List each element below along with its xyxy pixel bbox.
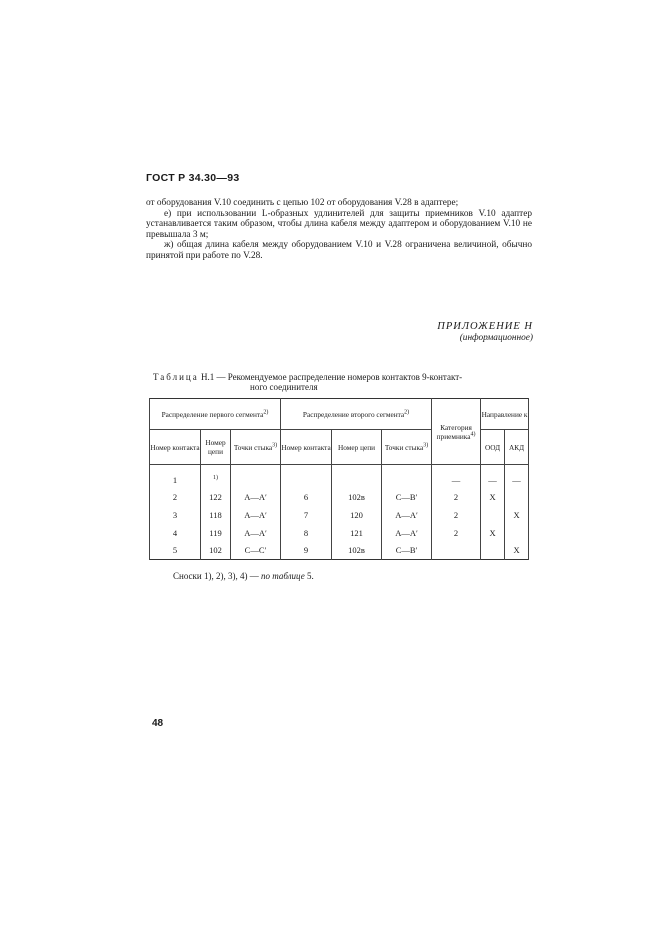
cell-akd: —	[505, 465, 529, 489]
cell-contact-1: 2	[150, 489, 201, 507]
cell-ood	[481, 506, 505, 524]
standard-header: ГОСТ Р 34.30—93	[146, 172, 240, 184]
footnote-tail: 5.	[304, 571, 314, 581]
table-footnote	[173, 571, 314, 581]
header-first-segment	[150, 399, 281, 430]
cell-circuit-1: 119	[201, 524, 231, 542]
cell-contact-2: 8	[281, 524, 332, 542]
cell-circuit-1: 122	[201, 489, 231, 507]
cell-ood: X	[481, 489, 505, 507]
cell-ood: X	[481, 524, 505, 542]
header-second-segment-label: Распределение второго сегмента	[302, 409, 405, 419]
header-junction-points-2	[382, 430, 432, 465]
cell-contact-2: 9	[281, 541, 332, 559]
footnote-italic: по таблице	[260, 571, 305, 581]
cell-akd: X	[505, 541, 529, 559]
cell-ood: —	[481, 465, 505, 489]
header-second-segment	[281, 399, 432, 430]
cell-junction-1: A—A′	[231, 524, 281, 542]
cell-circuit-2: 120	[332, 506, 382, 524]
header-circuit-number-2: Номер цепи	[332, 430, 382, 465]
cell-junction-2	[382, 465, 432, 489]
footnote-ref: 2)	[263, 409, 269, 416]
header-circuit-number-1: Номер цепи	[201, 430, 231, 465]
cell-contact-1: 4	[150, 524, 201, 542]
table-caption-label: Таблица	[153, 372, 199, 382]
header-akd: АКД	[505, 430, 529, 465]
cell-category: 2	[432, 524, 481, 542]
table-row	[150, 506, 529, 524]
cell-junction-1: A—A′	[231, 506, 281, 524]
cell-ood	[481, 541, 505, 559]
cell-junction-2: A—A′	[382, 506, 432, 524]
cell-junction-1: C—C′	[231, 541, 281, 559]
cell-contact-2	[281, 465, 332, 489]
header-junction-points-2-label: Точки стыка	[384, 442, 424, 452]
cell-category: —	[432, 465, 481, 489]
table-row	[150, 465, 529, 489]
footnote-ref: 2)	[404, 409, 410, 416]
cell-contact-2: 7	[281, 506, 332, 524]
appendix-subtitle: (информационное)	[459, 333, 533, 343]
header-junction-points-1-label: Точки стыка	[233, 442, 273, 452]
header-contact-number-2: Номер контакта	[281, 430, 332, 465]
cell-category	[432, 541, 481, 559]
cell-circuit-2: 121	[332, 524, 382, 542]
cell-akd: X	[505, 506, 529, 524]
cell-circuit-2: 102в	[332, 541, 382, 559]
cell-contact-1: 1	[150, 465, 201, 489]
paragraph-e: е) при использовании L-образных удлинителей для защиты приемников V.10 адаптер устанавливается таким образом, чтобы длина кабеля между адаптером и оборудованием V.10 не превышала 3 м;	[146, 208, 532, 240]
cell-circuit-2: 102в	[332, 489, 382, 507]
footnote-text: Сноски 1), 2), 3), 4) —	[173, 571, 261, 581]
paragraph-continuation: от оборудования V.10 соединить с цепью 102 от оборудования V.28 в адаптере;	[146, 198, 459, 208]
cell-akd	[505, 524, 529, 542]
cell-contact-1: 3	[150, 506, 201, 524]
header-ood: ООД	[481, 430, 505, 465]
header-category	[432, 399, 481, 465]
table-row	[150, 524, 529, 542]
cell-junction-1: A—A′	[231, 489, 281, 507]
cell-contact-2: 6	[281, 489, 332, 507]
header-junction-points-1	[231, 430, 281, 465]
footnote-ref: 1)	[213, 474, 218, 481]
body-text	[146, 198, 532, 262]
cell-contact-1: 5	[150, 541, 201, 559]
cell-junction-2: C—B′	[382, 541, 432, 559]
footnote-ref: 4)	[470, 431, 476, 438]
table-caption-text: — Рекомендуемое распределение номеров контактов 9-контакт-	[216, 372, 463, 382]
cell-junction-2: C—B′	[382, 489, 432, 507]
page-number: 48	[152, 718, 164, 729]
cell-category: 2	[432, 489, 481, 507]
cell-akd	[505, 489, 529, 507]
cell-circuit-1	[201, 465, 231, 489]
appendix-title: ПРИЛОЖЕНИЕ Н	[437, 321, 533, 332]
paragraph-zh: ж) общая длина кабеля между оборудованием V.10 и V.28 ограничена величиной, обычно принятой при работе по V.28.	[146, 240, 532, 261]
table-row	[150, 489, 529, 507]
header-direction: Направление к	[481, 399, 529, 430]
contact-distribution-table	[149, 398, 529, 560]
cell-category: 2	[432, 506, 481, 524]
table-caption-number: Н.1	[201, 372, 215, 382]
footnote-ref: 3)	[423, 442, 429, 449]
footnote-ref: 3)	[272, 442, 278, 449]
header-first-segment-label: Распределение первого сегмента	[161, 409, 264, 419]
cell-junction-2: A—A′	[382, 524, 432, 542]
table-row	[150, 541, 529, 559]
table-caption-text-cont: ного соединителя	[250, 382, 318, 392]
cell-circuit-1: 102	[201, 541, 231, 559]
header-contact-number-1: Номер контакта	[150, 430, 201, 465]
header-category-label: Категория приемника	[436, 422, 472, 441]
table-caption	[153, 372, 533, 392]
cell-circuit-2	[332, 465, 382, 489]
cell-junction-1	[231, 465, 281, 489]
cell-circuit-1: 118	[201, 506, 231, 524]
header-row-groups	[150, 399, 529, 430]
